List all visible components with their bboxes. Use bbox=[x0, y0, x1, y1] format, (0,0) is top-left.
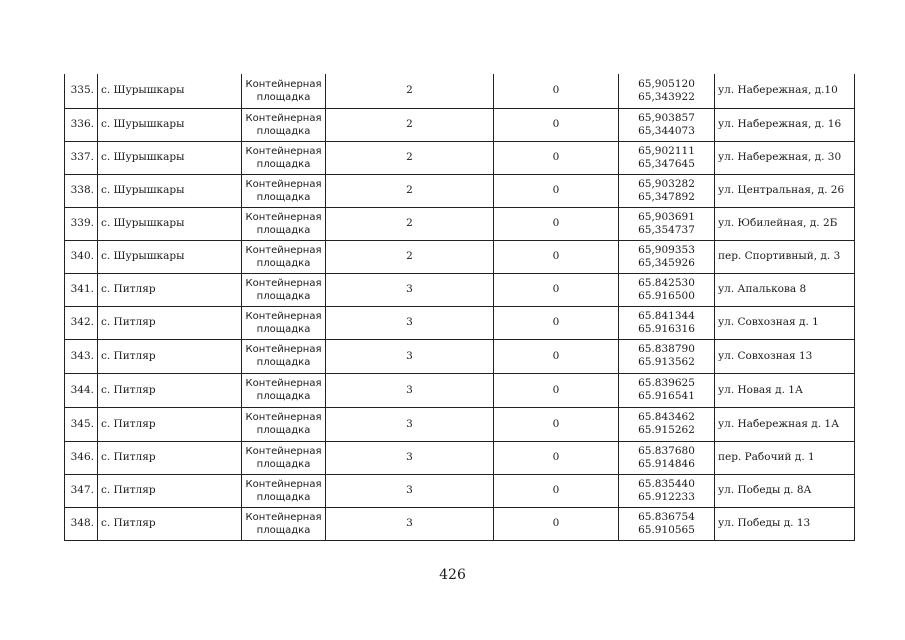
table-row bbox=[65, 507, 855, 540]
site-type-cell-text-1: Контейнерная bbox=[245, 277, 322, 289]
site-type-cell-text-2: площадка bbox=[256, 224, 311, 236]
coordinates-cell bbox=[619, 174, 715, 207]
coordinates-cell-text-2: 65,347892 bbox=[638, 190, 695, 203]
container-count-cell-text: 3 bbox=[406, 383, 413, 396]
site-type-cell-text-2: площадка bbox=[256, 458, 311, 470]
site-type-cell-text-1: Контейнерная bbox=[245, 511, 322, 523]
container-count-cell bbox=[326, 108, 494, 141]
table-row bbox=[65, 141, 855, 174]
volume-cell bbox=[494, 373, 619, 407]
address-cell bbox=[715, 141, 855, 174]
container-count-cell bbox=[326, 141, 494, 174]
row-number-cell bbox=[65, 141, 98, 174]
settlement-cell bbox=[98, 306, 242, 339]
volume-cell-text: 0 bbox=[552, 217, 560, 229]
row-number-cell-text: 340. bbox=[70, 250, 94, 262]
settlement-cell bbox=[98, 74, 242, 108]
coordinates-cell-text-1: 65.838790 bbox=[638, 343, 695, 355]
site-type-cell-text-1: Контейнерная bbox=[245, 310, 322, 322]
container-sites-table bbox=[64, 74, 855, 541]
address-cell bbox=[715, 441, 855, 474]
settlement-cell-text: с. Питляр bbox=[101, 383, 156, 396]
row-number-cell-text: 343. bbox=[70, 349, 94, 362]
address-cell-text: пер. Рабочий д. 1 bbox=[718, 451, 815, 463]
table-row bbox=[65, 441, 855, 474]
settlement-cell-text: с. Шурышкары bbox=[101, 250, 185, 262]
site-type-cell-text-2: площадка bbox=[256, 391, 311, 402]
settlement-cell-text: с. Шурышкары bbox=[101, 217, 185, 229]
volume-cell-text: 0 bbox=[552, 484, 560, 496]
volume-cell-text: 0 bbox=[552, 451, 560, 463]
address-cell-text: ул. Совхозная д. 1 bbox=[718, 316, 819, 328]
row-number-cell-text: 347. bbox=[70, 484, 94, 496]
table-row bbox=[65, 474, 855, 507]
table-body bbox=[65, 74, 855, 540]
address-cell bbox=[715, 306, 855, 339]
coordinates-cell-text-2: 65.910565 bbox=[638, 523, 695, 536]
settlement-cell bbox=[98, 174, 242, 207]
coordinates-cell-text-1: 65.841344 bbox=[638, 309, 695, 322]
container-count-cell bbox=[326, 174, 494, 207]
site-type-cell-text-2: площадка bbox=[256, 290, 311, 302]
coordinates-cell-text-2: 65.912233 bbox=[638, 490, 695, 503]
container-count-cell-text: 3 bbox=[406, 417, 413, 430]
volume-cell-text: 0 bbox=[552, 316, 560, 328]
site-type-cell-text-1: Контейнерная bbox=[245, 378, 322, 389]
volume-cell-text: 0 bbox=[552, 517, 560, 529]
row-number-cell-text: 348. bbox=[70, 517, 94, 529]
coordinates-cell bbox=[619, 273, 715, 306]
container-count-cell-text: 3 bbox=[406, 517, 413, 529]
coordinates-cell-text-2: 65,345926 bbox=[638, 256, 695, 269]
address-cell-text: пер. Спортивный, д. 3 bbox=[718, 250, 841, 262]
settlement-cell-text: с. Питляр bbox=[101, 451, 156, 463]
volume-cell-text: 0 bbox=[552, 184, 560, 196]
table-row bbox=[65, 174, 855, 207]
site-type-cell-text-2: площадка bbox=[256, 425, 311, 436]
container-count-cell bbox=[326, 74, 494, 108]
volume-cell-text: 0 bbox=[552, 151, 560, 163]
address-cell bbox=[715, 373, 855, 407]
volume-cell bbox=[494, 207, 619, 240]
settlement-cell-text: с. Шурышкары bbox=[101, 118, 185, 130]
site-type-cell-text-1: Контейнерная bbox=[245, 112, 322, 124]
settlement-cell bbox=[98, 407, 242, 441]
volume-cell bbox=[494, 407, 619, 441]
coordinates-cell bbox=[619, 407, 715, 441]
address-cell-text: ул. Центральная, д. 26 bbox=[718, 184, 845, 196]
volume-cell bbox=[494, 174, 619, 207]
settlement-cell-text: с. Шурышкары bbox=[101, 184, 185, 196]
coordinates-cell-text-1: 65.836754 bbox=[638, 510, 695, 523]
row-number-cell bbox=[65, 74, 98, 108]
coordinates-cell bbox=[619, 207, 715, 240]
row-number-cell bbox=[65, 441, 98, 474]
coordinates-cell-text-1: 65,903857 bbox=[638, 111, 695, 124]
coordinates-cell-text-1: 65,905120 bbox=[638, 77, 695, 90]
coordinates-cell-text-1: 65.842530 bbox=[638, 276, 695, 289]
site-type-cell-text-2: площадка bbox=[256, 158, 311, 170]
volume-cell bbox=[494, 141, 619, 174]
row-number-cell-text: 337. bbox=[70, 151, 94, 163]
address-cell-text: ул. Набережная, д. 16 bbox=[718, 118, 842, 130]
site-type-cell-text-2: площадка bbox=[256, 125, 311, 137]
volume-cell bbox=[494, 108, 619, 141]
site-type-cell bbox=[242, 407, 326, 441]
container-count-cell bbox=[326, 474, 494, 507]
row-number-cell bbox=[65, 108, 98, 141]
coordinates-cell-text-1: 65.843462 bbox=[638, 411, 695, 423]
volume-cell bbox=[494, 240, 619, 273]
container-count-cell-text: 2 bbox=[406, 250, 413, 262]
coordinates-cell bbox=[619, 373, 715, 407]
coordinates-cell bbox=[619, 240, 715, 273]
row-number-cell-text: 346. bbox=[70, 451, 94, 463]
volume-cell-text: 0 bbox=[552, 250, 560, 262]
site-type-cell bbox=[242, 174, 326, 207]
row-number-cell-text: 342. bbox=[70, 316, 94, 328]
settlement-cell bbox=[98, 108, 242, 141]
coordinates-cell-text-1: 65.835440 bbox=[638, 477, 695, 490]
volume-cell-text: 0 bbox=[552, 383, 560, 396]
row-number-cell bbox=[65, 474, 98, 507]
site-type-cell bbox=[242, 207, 326, 240]
address-cell bbox=[715, 108, 855, 141]
site-type-cell-text-2: площадка bbox=[256, 524, 311, 536]
address-cell bbox=[715, 507, 855, 540]
address-cell-text: ул. Набережная, д. 30 bbox=[718, 151, 842, 163]
address-cell-text: ул. Совхозная 13 bbox=[718, 349, 813, 362]
container-count-cell-text: 2 bbox=[406, 217, 413, 229]
settlement-cell-text: с. Питляр bbox=[101, 517, 156, 529]
table-row bbox=[65, 306, 855, 339]
coordinates-cell-text-1: 65.839625 bbox=[638, 377, 695, 389]
site-type-cell bbox=[242, 74, 326, 108]
row-number-cell bbox=[65, 373, 98, 407]
coordinates-cell-text-2: 65.916316 bbox=[638, 322, 695, 335]
container-count-cell bbox=[326, 373, 494, 407]
coordinates-cell-text-1: 65.837680 bbox=[638, 444, 695, 457]
coordinates-cell-text-1: 65,903282 bbox=[638, 177, 695, 190]
site-type-cell-text-1: Контейнерная bbox=[245, 211, 322, 223]
site-type-cell bbox=[242, 108, 326, 141]
address-cell bbox=[715, 339, 855, 373]
site-type-cell-text-1: Контейнерная bbox=[245, 244, 322, 256]
settlement-cell-text: с. Питляр bbox=[101, 349, 156, 362]
row-number-cell bbox=[65, 407, 98, 441]
address-cell-text: ул. Победы д. 13 bbox=[718, 517, 811, 529]
settlement-cell-text: с. Шурышкары bbox=[101, 151, 185, 163]
row-number-cell-text: 338. bbox=[70, 184, 94, 196]
address-cell bbox=[715, 174, 855, 207]
coordinates-cell-text-2: 65,344073 bbox=[638, 124, 695, 137]
volume-cell bbox=[494, 273, 619, 306]
address-cell-text: ул. Новая д. 1А bbox=[718, 383, 803, 396]
volume-cell bbox=[494, 74, 619, 108]
address-cell-text: ул. Юбилейная, д. 2Б bbox=[718, 217, 838, 229]
row-number-cell bbox=[65, 339, 98, 373]
site-type-cell-text-1: Контейнерная bbox=[245, 478, 322, 490]
coordinates-cell-text-1: 65,903691 bbox=[638, 210, 695, 223]
site-type-cell-text-1: Контейнерная bbox=[245, 412, 322, 423]
settlement-cell-text: с. Шурышкары bbox=[101, 84, 185, 97]
container-count-cell bbox=[326, 441, 494, 474]
table-row bbox=[65, 273, 855, 306]
address-cell-text: ул. Апалькова 8 bbox=[718, 283, 807, 295]
address-cell-text: ул. Набережная, д.10 bbox=[718, 84, 838, 97]
site-type-cell-text-1: Контейнерная bbox=[245, 178, 322, 190]
settlement-cell bbox=[98, 207, 242, 240]
table-row bbox=[65, 339, 855, 373]
address-cell-text: ул. Победы д. 8А bbox=[718, 484, 812, 496]
table-row bbox=[65, 407, 855, 441]
page-number: 426 bbox=[439, 567, 466, 583]
container-count-cell-text: 2 bbox=[406, 184, 413, 196]
container-count-cell-text: 3 bbox=[406, 316, 413, 328]
table-row bbox=[65, 373, 855, 407]
container-count-cell bbox=[326, 339, 494, 373]
site-type-cell bbox=[242, 339, 326, 373]
volume-cell-text: 0 bbox=[552, 84, 560, 97]
row-number-cell bbox=[65, 273, 98, 306]
container-count-cell bbox=[326, 507, 494, 540]
settlement-cell bbox=[98, 441, 242, 474]
address-cell bbox=[715, 474, 855, 507]
row-number-cell-text: 336. bbox=[70, 118, 94, 130]
settlement-cell bbox=[98, 507, 242, 540]
container-count-cell-text: 3 bbox=[406, 283, 413, 295]
container-count-cell bbox=[326, 306, 494, 339]
row-number-cell-text: 345. bbox=[70, 417, 94, 430]
site-type-cell-text-1: Контейнерная bbox=[245, 445, 322, 457]
site-type-cell bbox=[242, 441, 326, 474]
address-cell bbox=[715, 207, 855, 240]
site-type-cell-text-2: площадка bbox=[256, 91, 311, 103]
coordinates-cell bbox=[619, 441, 715, 474]
site-type-cell bbox=[242, 474, 326, 507]
row-number-cell bbox=[65, 174, 98, 207]
coordinates-cell bbox=[619, 108, 715, 141]
row-number-cell-text: 335. bbox=[70, 84, 94, 97]
coordinates-cell bbox=[619, 507, 715, 540]
volume-cell-text: 0 bbox=[552, 417, 560, 430]
settlement-cell-text: с. Питляр bbox=[101, 283, 156, 295]
row-number-cell bbox=[65, 207, 98, 240]
site-type-cell bbox=[242, 141, 326, 174]
settlement-cell bbox=[98, 474, 242, 507]
row-number-cell-text: 344. bbox=[70, 383, 94, 396]
container-count-cell bbox=[326, 207, 494, 240]
settlement-cell-text: с. Питляр bbox=[101, 316, 156, 328]
coordinates-cell bbox=[619, 74, 715, 108]
coordinates-cell-text-2: 65,343922 bbox=[638, 90, 695, 103]
settlement-cell bbox=[98, 373, 242, 407]
container-count-cell-text: 2 bbox=[406, 118, 413, 130]
volume-cell bbox=[494, 507, 619, 540]
container-count-cell-text: 2 bbox=[406, 84, 413, 97]
address-cell bbox=[715, 240, 855, 273]
site-type-cell-text-1: Контейнерная bbox=[245, 145, 322, 157]
coordinates-cell bbox=[619, 339, 715, 373]
coordinates-cell bbox=[619, 474, 715, 507]
site-type-cell-text-1: Контейнерная bbox=[245, 78, 322, 90]
coordinates-cell-text-2: 65.915262 bbox=[638, 424, 695, 436]
volume-cell bbox=[494, 441, 619, 474]
site-type-cell bbox=[242, 306, 326, 339]
site-type-cell-text-2: площадка bbox=[256, 323, 311, 335]
site-type-cell-text-2: площадка bbox=[256, 491, 311, 503]
coordinates-cell-text-2: 65.916500 bbox=[638, 289, 695, 302]
address-cell bbox=[715, 74, 855, 108]
settlement-cell bbox=[98, 339, 242, 373]
address-cell bbox=[715, 407, 855, 441]
container-count-cell bbox=[326, 407, 494, 441]
table-row bbox=[65, 108, 855, 141]
row-number-cell bbox=[65, 240, 98, 273]
volume-cell bbox=[494, 306, 619, 339]
volume-cell-text: 0 bbox=[552, 283, 560, 295]
row-number-cell-text: 339. bbox=[70, 217, 94, 229]
coordinates-cell-text-2: 65.914846 bbox=[638, 457, 695, 470]
site-type-cell bbox=[242, 373, 326, 407]
table-row bbox=[65, 74, 855, 108]
coordinates-cell-text-2: 65,354737 bbox=[638, 223, 695, 236]
site-type-cell bbox=[242, 240, 326, 273]
volume-cell bbox=[494, 474, 619, 507]
settlement-cell-text: с. Питляр bbox=[101, 417, 156, 430]
settlement-cell bbox=[98, 141, 242, 174]
table-row bbox=[65, 207, 855, 240]
address-cell-text: ул. Набережная д. 1А bbox=[718, 417, 840, 430]
site-type-cell bbox=[242, 273, 326, 306]
site-type-cell-text-2: площадка bbox=[256, 191, 311, 203]
address-cell bbox=[715, 273, 855, 306]
volume-cell-text: 0 bbox=[552, 118, 560, 130]
site-type-cell-text-2: площадка bbox=[256, 357, 311, 368]
site-type-cell-text-1: Контейнерная bbox=[245, 344, 322, 355]
coordinates-cell bbox=[619, 306, 715, 339]
settlement-cell-text: с. Питляр bbox=[101, 484, 156, 496]
coordinates-cell-text-1: 65,902111 bbox=[638, 144, 695, 157]
site-type-cell-text-2: площадка bbox=[256, 257, 311, 269]
row-number-cell-text: 341. bbox=[70, 283, 94, 295]
container-count-cell bbox=[326, 273, 494, 306]
coordinates-cell-text-1: 65,909353 bbox=[638, 243, 695, 256]
container-count-cell bbox=[326, 240, 494, 273]
volume-cell bbox=[494, 339, 619, 373]
table-row bbox=[65, 240, 855, 273]
container-count-cell-text: 3 bbox=[406, 349, 413, 362]
row-number-cell bbox=[65, 306, 98, 339]
coordinates-cell-text-2: 65,347645 bbox=[638, 157, 695, 170]
coordinates-cell-text-2: 65.916541 bbox=[638, 390, 695, 402]
settlement-cell bbox=[98, 240, 242, 273]
settlement-cell bbox=[98, 273, 242, 306]
container-count-cell-text: 3 bbox=[406, 484, 413, 496]
container-count-cell-text: 2 bbox=[406, 151, 413, 163]
coordinates-cell bbox=[619, 141, 715, 174]
container-count-cell-text: 3 bbox=[406, 451, 413, 463]
site-type-cell bbox=[242, 507, 326, 540]
volume-cell-text: 0 bbox=[552, 349, 560, 362]
row-number-cell bbox=[65, 507, 98, 540]
coordinates-cell-text-2: 65.913562 bbox=[638, 356, 695, 368]
